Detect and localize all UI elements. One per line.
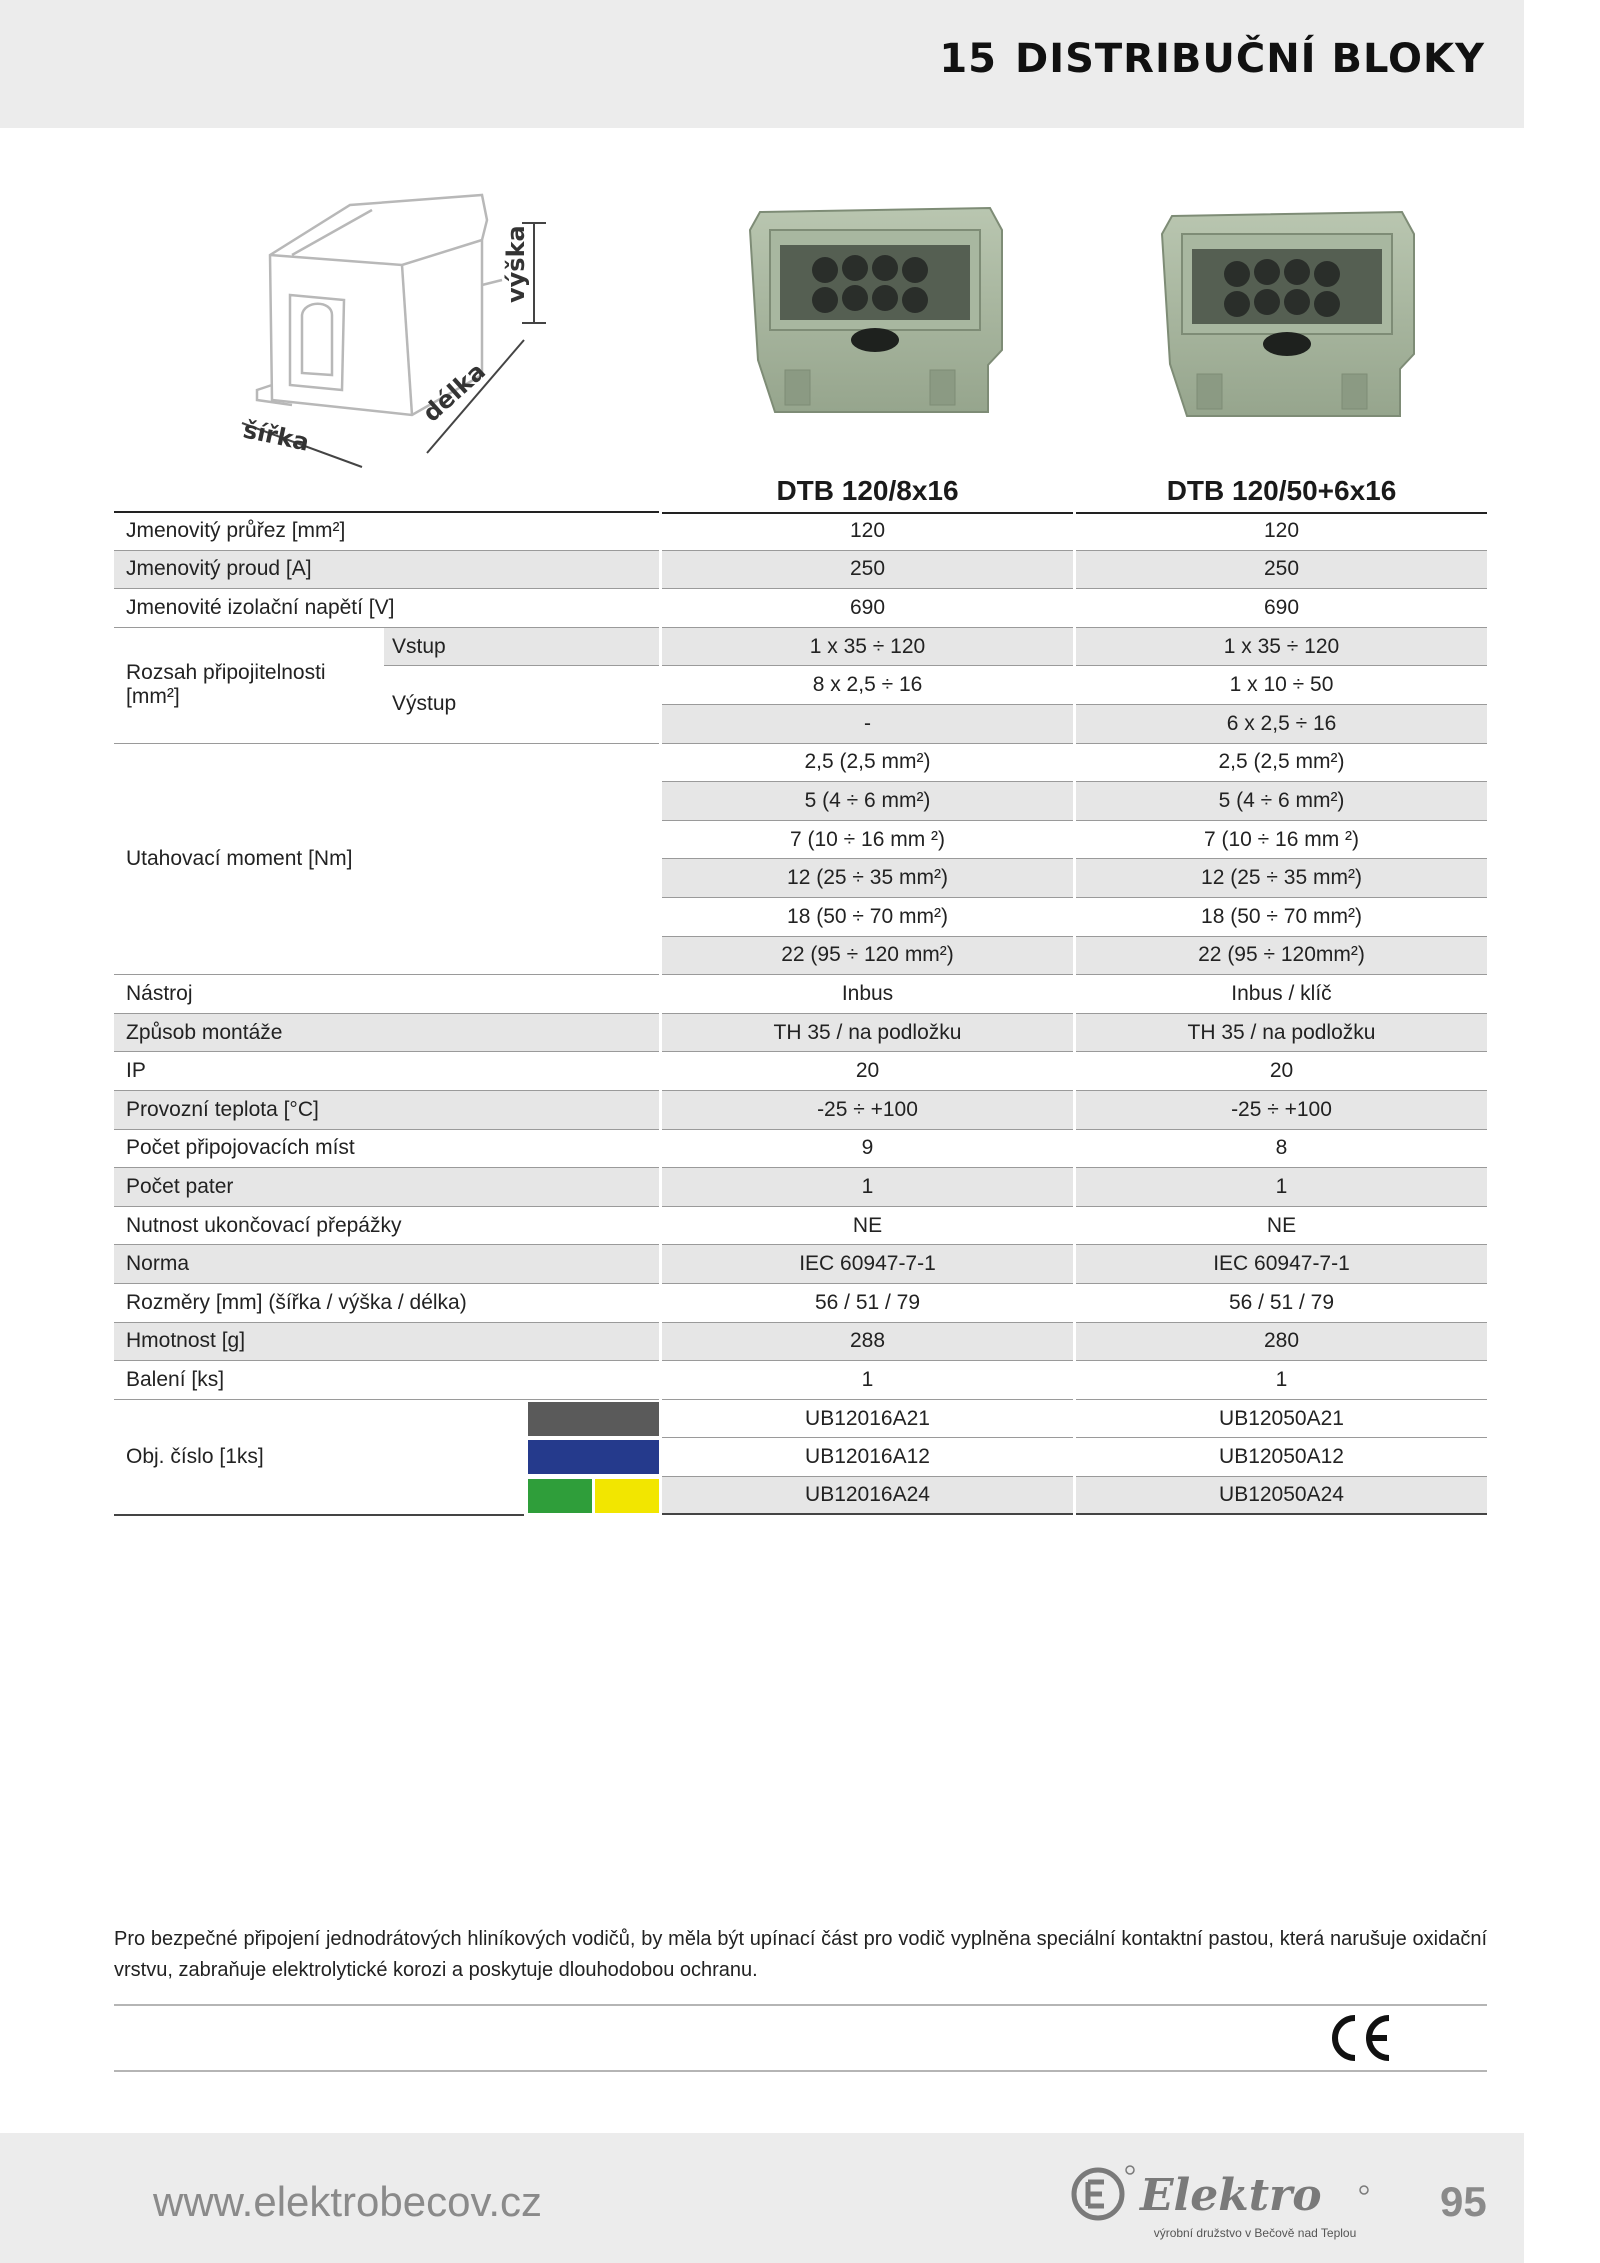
- torque-value-1: 5 (4 ÷ 6 mm²): [662, 782, 1073, 821]
- dimension-diagram: [232, 185, 562, 475]
- row-value-2: NE: [1076, 1207, 1487, 1246]
- website-url[interactable]: www.elektrobecov.cz: [153, 2178, 543, 2225]
- row-label: Hmotnost [g]: [114, 1323, 659, 1362]
- row-label: Nutnost ukončovací přepážky: [114, 1207, 659, 1246]
- connectivity-label: Rozsah připojitelnosti [mm²]: [114, 628, 384, 744]
- color-swatch-gray: [528, 1402, 659, 1436]
- color-swatch-yellow: [595, 1479, 659, 1513]
- row-value-2: TH 35 / na podložku: [1076, 1014, 1487, 1053]
- row-value-1: NE: [662, 1207, 1073, 1246]
- svg-text:CE: CE: [1325, 2010, 1327, 2011]
- connectivity-value-2: 1 x 10 ÷ 50: [1076, 666, 1487, 705]
- connectivity-value-1: 1 x 35 ÷ 120: [662, 628, 1073, 667]
- height-label: výška: [502, 225, 530, 303]
- row-value-2: -25 ÷ +100: [1076, 1091, 1487, 1130]
- table-row: [114, 1284, 1487, 1323]
- width-label: šířka: [240, 415, 312, 457]
- connectivity-value-1: 8 x 2,5 ÷ 16: [662, 666, 1073, 705]
- torque-value-1: 18 (50 ÷ 70 mm²): [662, 898, 1073, 937]
- table-row: [114, 1014, 1487, 1053]
- torque-value-2: 5 (4 ÷ 6 mm²): [1076, 782, 1487, 821]
- connectivity-value-2: 6 x 2,5 ÷ 16: [1076, 705, 1487, 744]
- row-value-1: 120: [662, 512, 1073, 551]
- torque-value-1: 22 (95 ÷ 120 mm²): [662, 937, 1073, 976]
- order-number-2: UB12050A21: [1076, 1400, 1487, 1439]
- row-value-1: -25 ÷ +100: [662, 1091, 1073, 1130]
- row-label: IP: [114, 1052, 659, 1091]
- row-value-2: 1: [1076, 1168, 1487, 1207]
- model-header-2: DTB 120/50+6x16: [1076, 470, 1487, 514]
- order-number-label: Obj. číslo [1ks]: [114, 1400, 524, 1516]
- row-label: Norma: [114, 1245, 659, 1284]
- divider-top: [114, 2004, 1487, 2006]
- order-number-1: UB12016A12: [662, 1438, 1073, 1477]
- table-row: [114, 1207, 1487, 1246]
- table-row: [114, 1052, 1487, 1091]
- output-label: Výstup: [384, 666, 659, 743]
- row-value-1: 1: [662, 1361, 1073, 1400]
- row-value-1: 20: [662, 1052, 1073, 1091]
- row-value-2: 56 / 51 / 79: [1076, 1284, 1487, 1323]
- connectivity-group: [114, 628, 1487, 744]
- section-number: 15: [939, 36, 997, 82]
- row-value-1: IEC 60947-7-1: [662, 1245, 1073, 1284]
- row-label: Jmenovitý proud [A]: [114, 551, 659, 590]
- row-value-2: 8: [1076, 1130, 1487, 1169]
- row-label: Počet připojovacích míst: [114, 1130, 659, 1169]
- torque-value-2: 22 (95 ÷ 120mm²): [1076, 937, 1487, 976]
- row-value-2: IEC 60947-7-1: [1076, 1245, 1487, 1284]
- color-swatch-green: [528, 1479, 592, 1513]
- row-value-2: 250: [1076, 551, 1487, 590]
- table-row: [114, 512, 1487, 551]
- order-number-2: UB12050A24: [1076, 1477, 1487, 1516]
- model-header-1: DTB 120/8x16: [662, 470, 1073, 514]
- torque-value-2: 7 (10 ÷ 16 mm ²): [1076, 821, 1487, 860]
- torque-value-2: 2,5 (2,5 mm²): [1076, 744, 1487, 783]
- ce-mark-icon: [1325, 2010, 1395, 2071]
- brand-name: Elektro: [1140, 2170, 1322, 2221]
- row-label: Jmenovitý průřez [mm²]: [114, 512, 659, 551]
- row-value-1: 690: [662, 589, 1073, 628]
- row-value-1: TH 35 / na podložku: [662, 1014, 1073, 1053]
- row-value-2: Inbus / klíč: [1076, 975, 1487, 1014]
- product-photo-1: [740, 200, 1010, 425]
- row-value-2: 20: [1076, 1052, 1487, 1091]
- divider-bottom: [114, 2070, 1487, 2072]
- order-number-2: UB12050A12: [1076, 1438, 1487, 1477]
- color-swatch-blue: [528, 1440, 659, 1474]
- row-value-1: 9: [662, 1130, 1073, 1169]
- tagline: výrobní družstvo v Bečově nad Teplou: [1153, 2226, 1357, 2240]
- row-value-2: 280: [1076, 1323, 1487, 1362]
- torque-group: [114, 744, 1487, 976]
- row-value-1: 250: [662, 551, 1073, 590]
- order-number-group: [114, 1400, 1487, 1516]
- torque-value-1: 12 (25 ÷ 35 mm²): [662, 859, 1073, 898]
- torque-label: Utahovací moment [Nm]: [114, 744, 659, 976]
- row-label: Způsob montáže: [114, 1014, 659, 1053]
- torque-value-1: 2,5 (2,5 mm²): [662, 744, 1073, 783]
- table-row: [114, 1130, 1487, 1169]
- product-photo-2: [1152, 204, 1422, 429]
- row-label: Balení [ks]: [114, 1361, 659, 1400]
- row-value-1: 288: [662, 1323, 1073, 1362]
- length-label: délka: [417, 357, 491, 428]
- row-value-2: 1: [1076, 1361, 1487, 1400]
- table-row: [114, 1168, 1487, 1207]
- order-number-1: UB12016A21: [662, 1400, 1073, 1439]
- torque-value-2: 18 (50 ÷ 70 mm²): [1076, 898, 1487, 937]
- table-row: [114, 1323, 1487, 1362]
- row-label: Rozměry [mm] (šířka / výška / délka): [114, 1284, 659, 1323]
- table-row: [114, 1245, 1487, 1284]
- table-row: [114, 589, 1487, 628]
- table-row: [114, 1361, 1487, 1400]
- spec-table: [114, 512, 1487, 1516]
- page-number: 95: [1440, 2178, 1487, 2225]
- order-number-1: UB12016A24: [662, 1477, 1073, 1516]
- row-value-2: 120: [1076, 512, 1487, 551]
- table-row: [114, 975, 1487, 1014]
- table-row: [114, 1091, 1487, 1130]
- section-title: DISTRIBUČNÍ BLOKY: [1015, 36, 1485, 82]
- torque-value-1: 7 (10 ÷ 16 mm ²): [662, 821, 1073, 860]
- table-row: [114, 551, 1487, 590]
- connectivity-value-1: -: [662, 705, 1073, 744]
- brand-logo: [1068, 2160, 1378, 2235]
- input-label: Vstup: [384, 628, 659, 667]
- torque-value-2: 12 (25 ÷ 35 mm²): [1076, 859, 1487, 898]
- row-value-1: Inbus: [662, 975, 1073, 1014]
- row-value-2: 690: [1076, 589, 1487, 628]
- row-value-1: 56 / 51 / 79: [662, 1284, 1073, 1323]
- row-label: Nástroj: [114, 975, 659, 1014]
- row-label: Počet pater: [114, 1168, 659, 1207]
- row-label: Provozní teplota [°C]: [114, 1091, 659, 1130]
- row-value-1: 1: [662, 1168, 1073, 1207]
- footnote: Pro bezpečné připojení jednodrátových hliníkových vodičů, by měla být upínací část pro vodič vyplněna speciální kontaktní pastou, která narušuje oxidační vrstvu, zabraňuje elektrolytické korozi a poskytuje dlouhodobou ochranu.: [114, 1928, 1487, 1981]
- connectivity-value-2: 1 x 35 ÷ 120: [1076, 628, 1487, 667]
- page-title: [939, 36, 1485, 82]
- row-label: Jmenovité izolační napětí [V]: [114, 589, 659, 628]
